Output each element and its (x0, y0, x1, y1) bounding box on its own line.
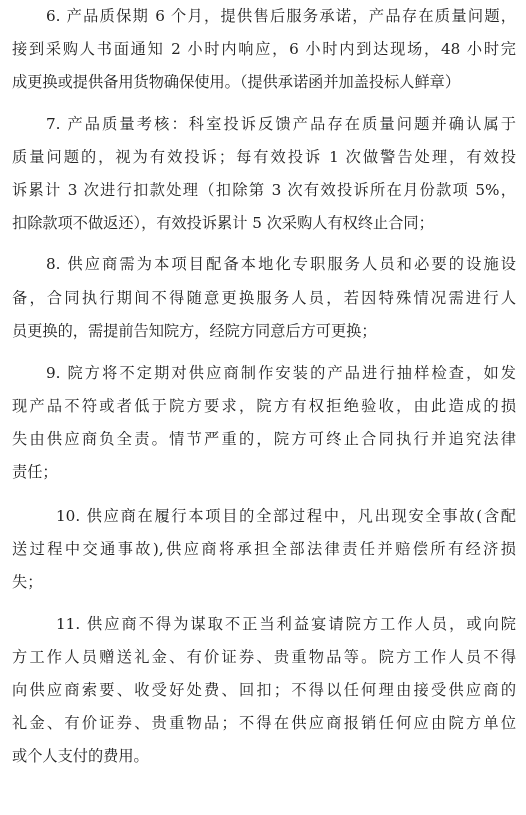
item-9-line-3: 失由供应商负全责。情节严重的，院方可终止合同执行并追究法律 (12, 430, 516, 448)
item-7-line-3: 诉累计 3 次进行扣款处理（扣除第 3 次有效投诉所在月份款项 5%， (12, 181, 516, 199)
item-6-line-2: 接到采购人书面通知 2 小时内响应，6 小时内到达现场，48 小时完 (12, 40, 516, 58)
item-11-line-3: 向供应商索要、收受好处费、回扣；不得以任何理由接受供应商的 (12, 681, 516, 699)
item-8-line-3: 员更换的，需提前告知院方，经院方同意后方可更换； (12, 322, 377, 340)
item-6-line-3: 成更换或提供备用货物确保使用。（提供承诺函并加盖投标人鲜章） (12, 73, 461, 91)
item-7-line-4: 扣除款项不做返还），有效投诉累计 5 次采购人有权终止合同； (12, 214, 434, 232)
item-11-line-1: 11. 供应商不得为谋取不正当利益宴请院方工作人员，或向院 (56, 615, 516, 633)
item-10-line-2: 送过程中交通事故),供应商将承担全部法律责任并赔偿所有经济损 (12, 540, 516, 558)
item-9-line-1: 9. 院方将不定期对供应商制作安装的产品进行抽样检查，如发 (46, 364, 516, 382)
item-7-line-1: 7. 产品质量考核：科室投诉反馈产品存在质量问题并确认属于 (46, 115, 516, 133)
item-9-line-4: 责任； (12, 463, 58, 481)
item-8-line-2: 备，合同执行期间不得随意更换服务人员，若因特殊情况需进行人 (12, 289, 516, 307)
item-11-line-2: 方工作人员赠送礼金、有价证券、贵重物品等。院方工作人员不得 (12, 648, 516, 666)
item-11-line-5: 或个人支付的费用。 (12, 747, 149, 765)
item-9-line-2: 现产品不符或者低于院方要求，院方有权拒绝验收，由此造成的损 (12, 397, 516, 415)
item-10-line-3: 失； (12, 573, 43, 591)
item-11-line-4: 礼金、有价证券、贵重物品；不得在供应商报销任何应由院方单位 (12, 714, 516, 732)
item-8-line-1: 8. 供应商需为本项目配备本地化专职服务人员和必要的设施设 (46, 255, 516, 273)
item-7-line-2: 质量问题的，视为有效投诉；每有效投诉 1 次做警告处理，有效投 (12, 148, 516, 166)
item-6-line-1: 6. 产品质保期 6 个月，提供售后服务承诺，产品存在质量问题， (46, 7, 516, 25)
item-10-line-1: 10. 供应商在履行本项目的全部过程中，凡出现安全事故(含配 (56, 507, 516, 525)
